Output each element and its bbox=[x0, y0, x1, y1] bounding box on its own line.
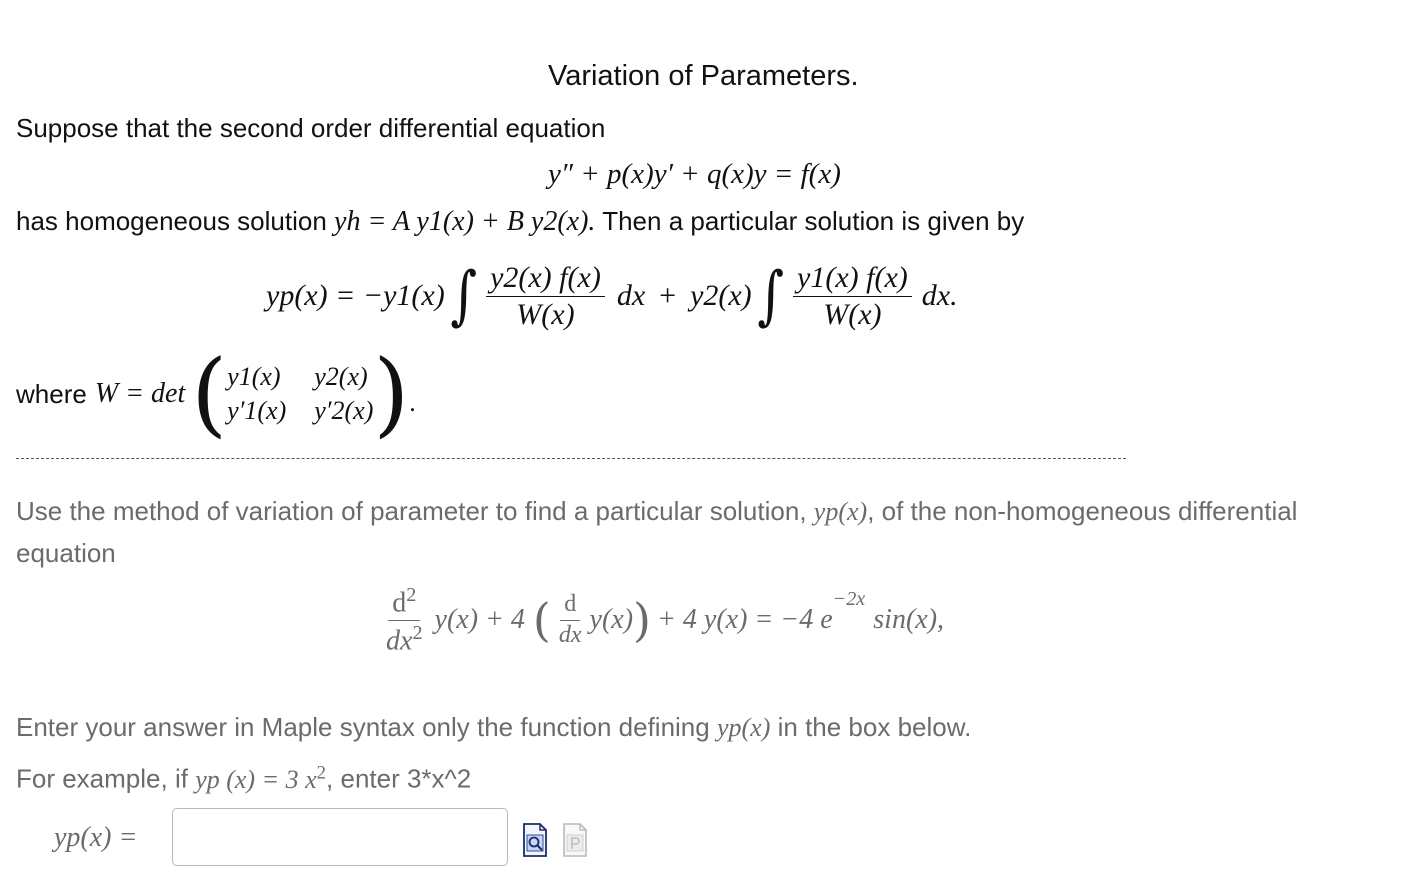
homogeneous-math: yh = A y1(x) + B y2(x). bbox=[334, 206, 596, 237]
wronskian-line bbox=[16, 340, 416, 447]
intro-text: Suppose that the second order differential equation bbox=[16, 113, 606, 143]
page-title: Variation of Parameters. bbox=[548, 60, 859, 92]
integral-sign-1: ∫ bbox=[450, 259, 477, 333]
matrix-left-paren: ( bbox=[191, 340, 228, 447]
second-derivative-numerator: $d^2$ bbox=[388, 585, 420, 621]
first-derivative-numerator: d bbox=[560, 592, 580, 620]
instruction-line-2-post: , enter 3*x^2 bbox=[326, 763, 472, 794]
formula-y2: y2(x) bbox=[690, 279, 752, 312]
fraction-2-denominator: W(x) bbox=[823, 297, 882, 331]
matrix-right-paren: ) bbox=[373, 340, 410, 447]
matrix-cell-11: y1(x) bbox=[227, 362, 281, 391]
integral-sign-2: ∫ bbox=[757, 259, 784, 333]
instruction-line-1-pre: Enter your answer in Maple syntax only the function defining bbox=[16, 712, 710, 742]
ode-exponent: −2x bbox=[832, 588, 866, 610]
instruction-line-2-pre: For example, if bbox=[16, 763, 188, 794]
problem-line-2: equation bbox=[16, 538, 116, 568]
wronskian-end: . bbox=[409, 388, 416, 417]
maple-syntax-button[interactable] bbox=[562, 822, 588, 858]
ode-term-1: y(x) + 4 bbox=[434, 604, 525, 635]
second-derivative-operator bbox=[382, 585, 427, 655]
preview-button[interactable] bbox=[522, 822, 548, 858]
matrix-cell-21: y′1(x) bbox=[227, 396, 287, 425]
instruction-line-1-math: yp(x) bbox=[716, 713, 771, 742]
second-derivative-denominator: $dx^2$ bbox=[386, 621, 423, 656]
wronskian-prefix-math: W = det bbox=[94, 378, 186, 409]
fraction-2-numerator: y1(x) f(x) bbox=[793, 262, 912, 297]
first-derivative-operator bbox=[555, 592, 586, 647]
ode-term-4: sin(x), bbox=[873, 604, 945, 635]
wronskian-prefix-text: where bbox=[16, 378, 87, 409]
homogeneous-suffix: Then a particular solution is given by bbox=[602, 206, 1025, 236]
section-divider bbox=[16, 458, 1126, 459]
instruction-line-1-post: in the box below. bbox=[777, 712, 972, 742]
formula-plus: + bbox=[659, 279, 677, 312]
instruction-line-2-math: yp (x) = 3 $x^2$ bbox=[195, 762, 327, 794]
target-ode bbox=[378, 580, 944, 660]
general-equation: y″ + p(x)y′ + q(x)y = f(x) bbox=[548, 158, 841, 190]
fraction-1-denominator: W(x) bbox=[516, 297, 575, 331]
matrix-cell-12: y2(x) bbox=[314, 362, 368, 391]
instruction-line-1 bbox=[16, 712, 971, 743]
formula-dx-2: dx. bbox=[921, 279, 958, 312]
matrix-cell-22: y′2(x) bbox=[314, 396, 374, 425]
fraction-1 bbox=[486, 262, 605, 330]
maple-syntax-icon bbox=[562, 822, 588, 858]
homogeneous-line bbox=[16, 206, 1024, 238]
problem-line-1-math: yp(x) bbox=[813, 497, 868, 526]
ode-left-paren: ( bbox=[532, 593, 551, 647]
first-derivative-denominator: dx bbox=[558, 621, 582, 648]
formula-lhs: yp(x) = −y1(x) bbox=[266, 279, 445, 312]
preview-icon bbox=[522, 822, 548, 858]
fraction-1-numerator: y2(x) f(x) bbox=[486, 262, 605, 297]
problem-line-1 bbox=[16, 496, 1297, 527]
answer-input[interactable] bbox=[172, 808, 508, 866]
problem-line-1-post: , of the non-homogeneous differential bbox=[867, 496, 1298, 526]
answer-label: yp(x) = bbox=[54, 822, 138, 853]
problem-line-1-pre: Use the method of variation of parameter to find a particular solution, bbox=[16, 496, 807, 526]
ode-term-2: y(x) bbox=[589, 604, 634, 635]
homogeneous-prefix: has homogeneous solution bbox=[16, 206, 327, 236]
fraction-2 bbox=[793, 262, 912, 330]
instruction-line-2 bbox=[16, 762, 471, 795]
ode-right-paren: ) bbox=[633, 593, 651, 647]
particular-formula bbox=[266, 248, 958, 344]
ode-term-3: + 4 y(x) = −4 e bbox=[657, 604, 833, 635]
formula-dx-1: dx bbox=[616, 279, 646, 312]
wronskian-matrix bbox=[227, 362, 373, 426]
